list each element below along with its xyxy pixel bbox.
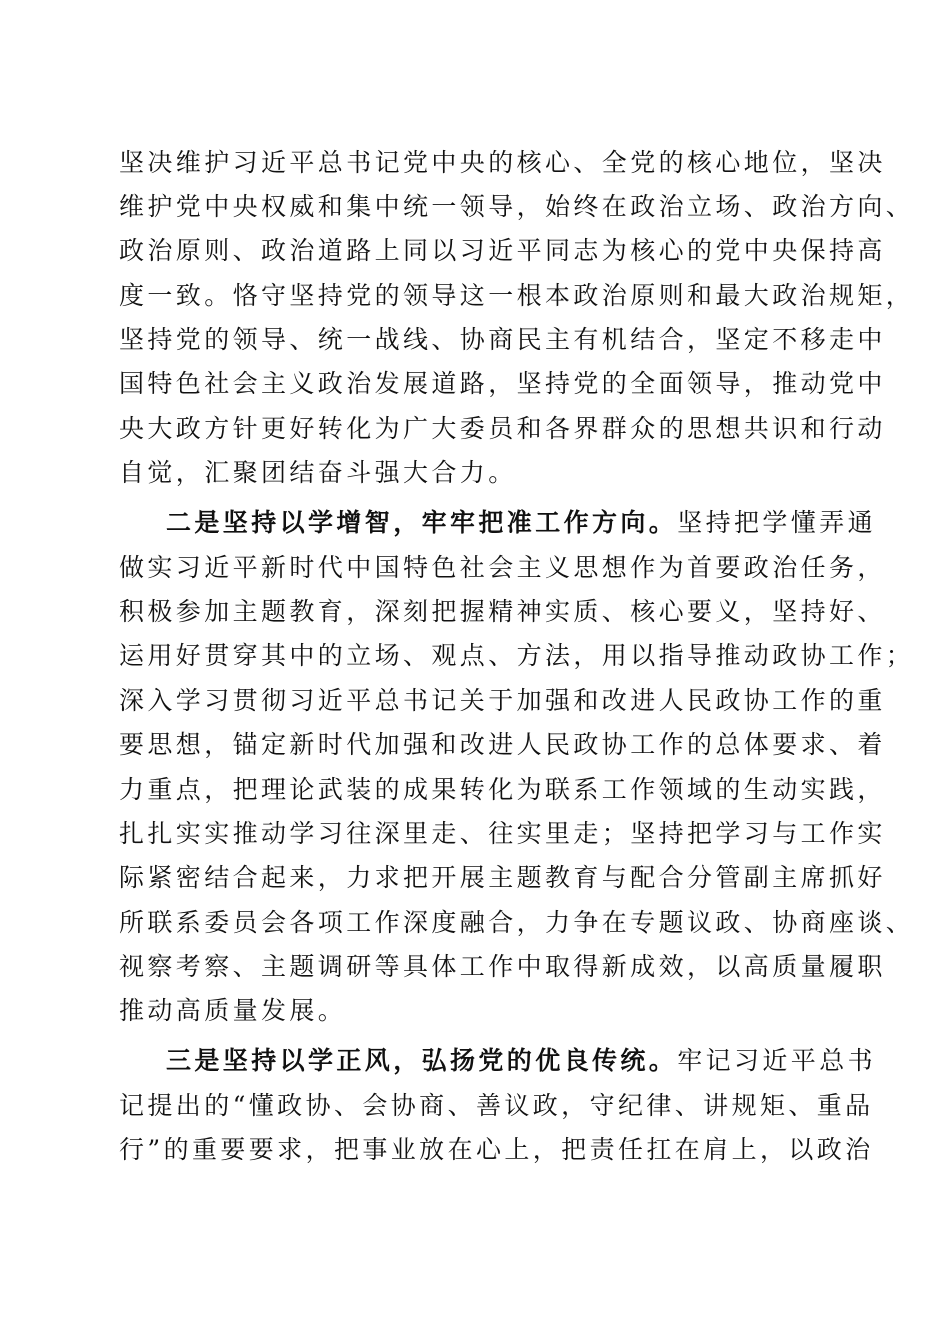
paragraph-3-first-rest: 牢记习近平总书 bbox=[677, 1046, 877, 1075]
paragraph-2-line-1 bbox=[166, 508, 906, 538]
paragraph-2-line-2: 做实习近平新时代中国特色社会主义思想作为首要政治任务， bbox=[119, 553, 886, 582]
paragraph-3-line-3: 行”的重要要求，把事业放在心上，把责任扛在肩上，以政治 bbox=[119, 1135, 874, 1164]
paragraph-2-line-6: 要思想，锚定新时代加强和改进人民政协工作的总体要求、着 bbox=[119, 730, 886, 759]
paragraph-1-line-7: 央大政方针更好转化为广大委员和各界群众的思想共识和行动 bbox=[119, 414, 886, 443]
paragraph-1-line-1: 坚决维护习近平总书记党中央的核心、全党的核心地位，坚决 bbox=[119, 148, 886, 177]
paragraph-3-line-2: 记提出的“懂政协、会协商、善议政，守纪律、讲规矩、重品 bbox=[119, 1091, 874, 1120]
paragraph-3-line-1 bbox=[166, 1046, 906, 1076]
paragraph-2-line-12: 推动高质量发展。 bbox=[119, 996, 347, 1025]
paragraph-2-first-rest: 坚持把学懂弄通 bbox=[677, 508, 877, 537]
paragraph-1-line-8: 自觉，汇聚团结奋斗强大合力。 bbox=[119, 458, 517, 487]
paragraph-1-line-3: 政治原则、政治道路上同以习近平同志为核心的党中央保持高 bbox=[119, 236, 886, 265]
paragraph-1-line-6: 国特色社会主义政治发展道路，坚持党的全面领导，推动党中 bbox=[119, 369, 886, 398]
paragraph-1-line-5: 坚持党的领导、统一战线、协商民主有机结合，坚定不移走中 bbox=[119, 325, 886, 354]
paragraph-2-line-11: 视察考察、主题调研等具体工作中取得新成效，以高质量履职 bbox=[119, 952, 886, 981]
paragraph-1-line-4: 度一致。恪守坚持党的领导这一根本政治原则和最大政治规矩， bbox=[119, 281, 915, 310]
paragraph-2-line-10: 所联系委员会各项工作深度融合，力争在专题议政、协商座谈、 bbox=[119, 908, 915, 937]
paragraph-2-line-4: 运用好贯穿其中的立场、观点、方法，用以指导推动政协工作； bbox=[119, 641, 915, 670]
paragraph-2-line-8: 扎扎实实推动学习往深里走、往实里走；坚持把学习与工作实 bbox=[119, 819, 886, 848]
paragraph-2-lead: 二是坚持以学增智，牢牢把准工作方向。 bbox=[166, 508, 678, 537]
paragraph-3-lead: 三是坚持以学正风，弘扬党的优良传统。 bbox=[166, 1046, 678, 1075]
paragraph-2-line-9: 际紧密结合起来，力求把开展主题教育与配合分管副主席抓好 bbox=[119, 863, 886, 892]
paragraph-1-line-2: 维护党中央权威和集中统一领导，始终在政治立场、政治方向、 bbox=[119, 192, 915, 221]
paragraph-2-line-5: 深入学习贯彻习近平总书记关于加强和改进人民政协工作的重 bbox=[119, 686, 886, 715]
paragraph-2-line-7: 力重点，把理论武装的成果转化为联系工作领域的生动实践， bbox=[119, 775, 886, 804]
paragraph-2-line-3: 积极参加主题教育，深刻把握精神实质、核心要义，坚持好、 bbox=[119, 597, 886, 626]
